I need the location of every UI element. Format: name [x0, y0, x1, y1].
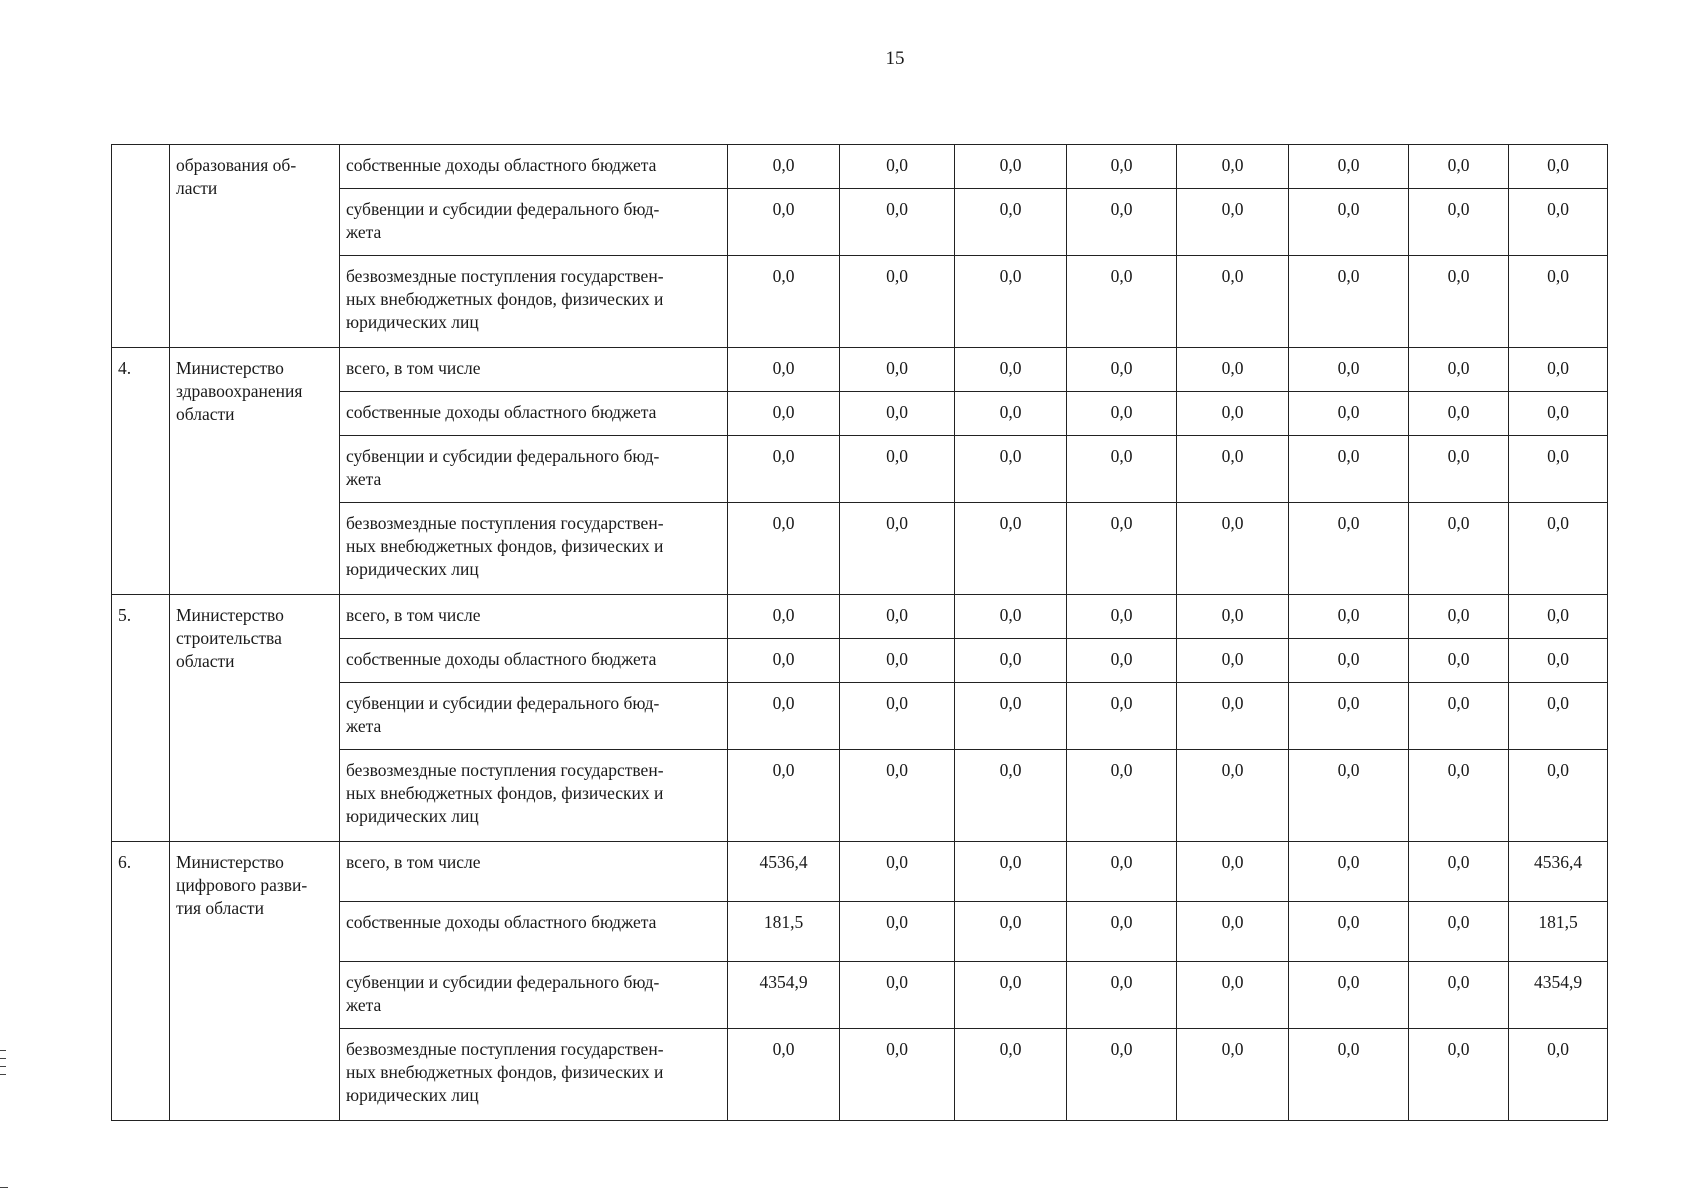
amount-cell: 0,0 [840, 962, 955, 1029]
amount-cell: 0,0 [1067, 842, 1177, 902]
amount-cell: 0,0 [1177, 392, 1289, 436]
amount-cell: 0,0 [955, 503, 1067, 595]
amount-cell: 0,0 [840, 683, 955, 750]
amount-cell: 0,0 [840, 436, 955, 503]
amount-cell: 0,0 [1289, 503, 1409, 595]
amount-cell: 0,0 [1067, 436, 1177, 503]
amount-cell: 0,0 [1067, 145, 1177, 189]
amount-cell: 0,0 [1509, 189, 1608, 256]
amount-cell: 0,0 [1067, 503, 1177, 595]
amount-cell: 0,0 [1409, 145, 1509, 189]
amount-cell: 0,0 [1509, 639, 1608, 683]
amount-cell: 0,0 [955, 595, 1067, 639]
funding-source-label: собственные доходы областного бюджета [340, 639, 728, 683]
amount-cell: 0,0 [1177, 1029, 1289, 1121]
amount-cell: 0,0 [955, 902, 1067, 962]
amount-cell: 0,0 [1409, 348, 1509, 392]
amount-cell: 0,0 [728, 503, 840, 595]
amount-cell: 0,0 [1409, 392, 1509, 436]
funding-source-label: собственные доходы областного бюджета [340, 902, 728, 962]
amount-cell: 0,0 [1067, 902, 1177, 962]
amount-cell: 0,0 [1409, 750, 1509, 842]
funding-source-label: безвозмездные поступления государствен- ных внебюджетных фондов, физических и юридических лиц [340, 503, 728, 595]
amount-cell: 0,0 [728, 595, 840, 639]
amount-cell: 0,0 [955, 256, 1067, 348]
funding-source-label: всего, в том числе [340, 595, 728, 639]
amount-cell: 0,0 [1509, 256, 1608, 348]
amount-cell: 0,0 [955, 145, 1067, 189]
amount-cell: 0,0 [1409, 1029, 1509, 1121]
amount-cell: 0,0 [1509, 145, 1608, 189]
amount-cell: 0,0 [840, 639, 955, 683]
amount-cell: 0,0 [1409, 503, 1509, 595]
amount-cell: 0,0 [728, 348, 840, 392]
table-row [112, 145, 1608, 189]
amount-cell: 0,0 [1177, 595, 1289, 639]
amount-cell: 0,0 [1067, 189, 1177, 256]
organization-name: образования об- ласти [170, 145, 340, 348]
amount-cell: 4354,9 [728, 962, 840, 1029]
amount-cell: 181,5 [1509, 902, 1608, 962]
amount-cell: 0,0 [1177, 436, 1289, 503]
amount-cell: 0,0 [728, 256, 840, 348]
amount-cell: 0,0 [840, 392, 955, 436]
amount-cell: 0,0 [1289, 1029, 1409, 1121]
funding-source-label: безвозмездные поступления государствен- ных внебюджетных фондов, физических и юридических лиц [340, 1029, 728, 1121]
scan-edge-mark [0, 1187, 8, 1188]
amount-cell: 0,0 [1289, 348, 1409, 392]
amount-cell: 0,0 [840, 750, 955, 842]
amount-cell: 0,0 [1067, 750, 1177, 842]
amount-cell: 0,0 [1067, 1029, 1177, 1121]
amount-cell: 0,0 [955, 842, 1067, 902]
amount-cell: 0,0 [1509, 750, 1608, 842]
row-index: 5. [112, 595, 170, 842]
amount-cell: 0,0 [955, 750, 1067, 842]
funding-source-label: всего, в том числе [340, 842, 728, 902]
amount-cell: 0,0 [1409, 436, 1509, 503]
amount-cell: 0,0 [1409, 683, 1509, 750]
funding-source-label: собственные доходы областного бюджета [340, 145, 728, 189]
amount-cell: 0,0 [1177, 189, 1289, 256]
amount-cell: 0,0 [1177, 145, 1289, 189]
amount-cell: 0,0 [1067, 639, 1177, 683]
table-row [112, 842, 1608, 902]
amount-cell: 0,0 [728, 189, 840, 256]
amount-cell: 4536,4 [728, 842, 840, 902]
amount-cell: 0,0 [1067, 595, 1177, 639]
amount-cell: 0,0 [1067, 683, 1177, 750]
funding-source-label: субвенции и субсидии федерального бюд- жета [340, 436, 728, 503]
amount-cell: 0,0 [1289, 392, 1409, 436]
amount-cell: 0,0 [840, 256, 955, 348]
funding-source-label: субвенции и субсидии федерального бюд- жета [340, 962, 728, 1029]
amount-cell: 0,0 [955, 392, 1067, 436]
amount-cell: 0,0 [1289, 189, 1409, 256]
amount-cell: 0,0 [840, 189, 955, 256]
amount-cell: 0,0 [840, 902, 955, 962]
amount-cell: 0,0 [1509, 392, 1608, 436]
row-index: 6. [112, 842, 170, 1121]
amount-cell: 0,0 [955, 436, 1067, 503]
scan-edge-marks [0, 1050, 6, 1082]
amount-cell: 0,0 [1509, 348, 1608, 392]
amount-cell: 0,0 [1177, 902, 1289, 962]
amount-cell: 0,0 [955, 189, 1067, 256]
amount-cell: 0,0 [1177, 348, 1289, 392]
funding-source-label: всего, в том числе [340, 348, 728, 392]
amount-cell: 0,0 [1289, 962, 1409, 1029]
row-index: 4. [112, 348, 170, 595]
amount-cell: 0,0 [840, 842, 955, 902]
amount-cell: 0,0 [1289, 145, 1409, 189]
amount-cell: 0,0 [1177, 256, 1289, 348]
table-row [112, 595, 1608, 639]
amount-cell: 0,0 [728, 683, 840, 750]
funding-source-label: субвенции и субсидии федерального бюд- жета [340, 683, 728, 750]
row-index [112, 145, 170, 348]
amount-cell: 0,0 [728, 639, 840, 683]
amount-cell: 0,0 [1289, 595, 1409, 639]
amount-cell: 0,0 [1177, 639, 1289, 683]
amount-cell: 0,0 [1067, 256, 1177, 348]
amount-cell: 0,0 [1177, 842, 1289, 902]
amount-cell: 0,0 [1177, 962, 1289, 1029]
amount-cell: 0,0 [1509, 436, 1608, 503]
amount-cell: 0,0 [1177, 683, 1289, 750]
amount-cell: 0,0 [1067, 348, 1177, 392]
amount-cell: 0,0 [1289, 842, 1409, 902]
amount-cell: 4536,4 [1509, 842, 1608, 902]
amount-cell: 0,0 [1509, 1029, 1608, 1121]
amount-cell: 0,0 [1409, 256, 1509, 348]
amount-cell: 0,0 [1409, 595, 1509, 639]
amount-cell: 0,0 [728, 1029, 840, 1121]
amount-cell: 0,0 [1409, 902, 1509, 962]
amount-cell: 0,0 [728, 392, 840, 436]
funding-source-label: безвозмездные поступления государствен- ных внебюджетных фондов, физических и юридических лиц [340, 750, 728, 842]
amount-cell: 0,0 [840, 145, 955, 189]
amount-cell: 0,0 [1509, 683, 1608, 750]
amount-cell: 0,0 [840, 1029, 955, 1121]
amount-cell: 0,0 [1177, 750, 1289, 842]
amount-cell: 0,0 [1289, 902, 1409, 962]
amount-cell: 0,0 [955, 348, 1067, 392]
funding-source-label: собственные доходы областного бюджета [340, 392, 728, 436]
amount-cell: 0,0 [1177, 503, 1289, 595]
amount-cell: 0,0 [1409, 842, 1509, 902]
amount-cell: 0,0 [955, 683, 1067, 750]
amount-cell: 0,0 [1409, 189, 1509, 256]
amount-cell: 0,0 [1409, 639, 1509, 683]
organization-name: Министерство цифрового разви- тия области [170, 842, 340, 1121]
amount-cell: 0,0 [1289, 683, 1409, 750]
budget-table [111, 144, 1608, 1121]
table-row [112, 348, 1608, 392]
funding-source-label: субвенции и субсидии федерального бюд- жета [340, 189, 728, 256]
amount-cell: 0,0 [955, 1029, 1067, 1121]
amount-cell: 0,0 [1289, 639, 1409, 683]
amount-cell: 0,0 [840, 503, 955, 595]
amount-cell: 0,0 [728, 145, 840, 189]
amount-cell: 0,0 [955, 639, 1067, 683]
amount-cell: 4354,9 [1509, 962, 1608, 1029]
amount-cell: 0,0 [1509, 595, 1608, 639]
organization-name: Министерство здравоохранения области [170, 348, 340, 595]
amount-cell: 0,0 [1067, 962, 1177, 1029]
funding-source-label: безвозмездные поступления государствен- ных внебюджетных фондов, физических и юридических лиц [340, 256, 728, 348]
amount-cell: 181,5 [728, 902, 840, 962]
amount-cell: 0,0 [1289, 436, 1409, 503]
amount-cell: 0,0 [728, 436, 840, 503]
amount-cell: 0,0 [728, 750, 840, 842]
amount-cell: 0,0 [1509, 503, 1608, 595]
amount-cell: 0,0 [840, 595, 955, 639]
organization-name: Министерство строительства области [170, 595, 340, 842]
amount-cell: 0,0 [955, 962, 1067, 1029]
page-number: 15 [885, 48, 905, 69]
amount-cell: 0,0 [1409, 962, 1509, 1029]
amount-cell: 0,0 [1067, 392, 1177, 436]
amount-cell: 0,0 [840, 348, 955, 392]
amount-cell: 0,0 [1289, 750, 1409, 842]
amount-cell: 0,0 [1289, 256, 1409, 348]
